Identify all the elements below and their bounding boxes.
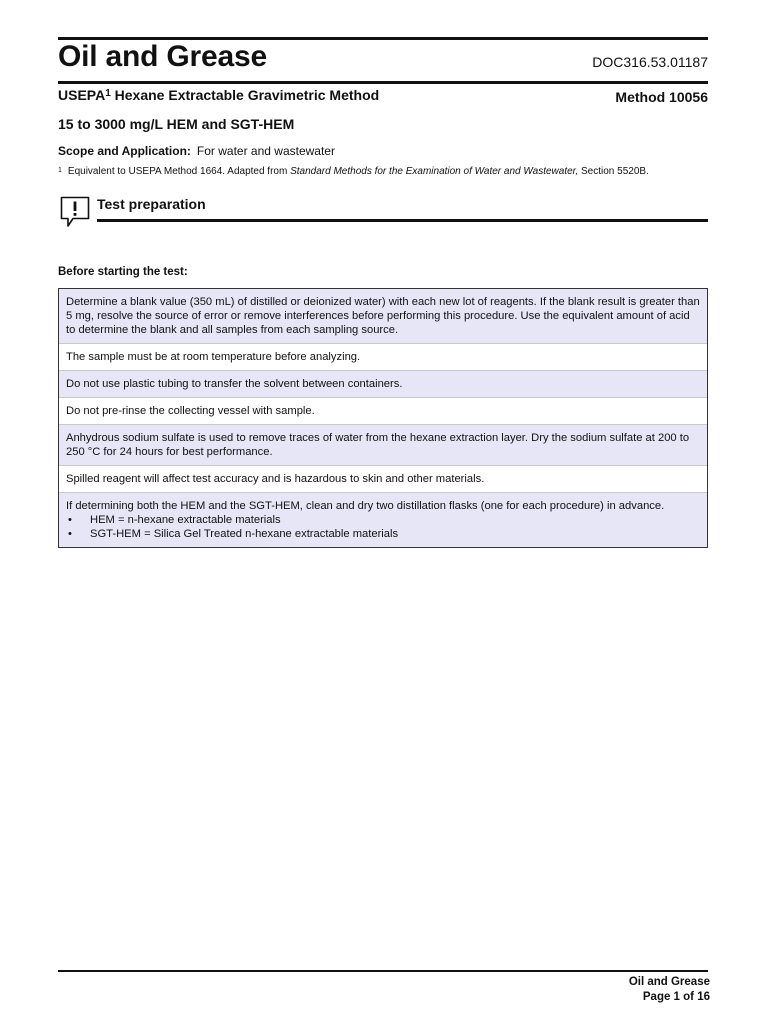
subtitle-row: [58, 87, 708, 109]
section-rule: [97, 219, 708, 222]
note-row: Do not use plastic tubing to transfer the solvent between containers.: [59, 371, 707, 398]
bullet-item: • SGT-HEM = Silica Gel Treated n-hexane extractable materials: [66, 527, 700, 541]
method-name: [58, 87, 379, 103]
footer-title: Oil and Grease: [628, 976, 710, 988]
footnote-text-before: Equivalent to USEPA Method 1664. Adapted from: [67, 166, 291, 177]
section-title: Test preparation: [97, 196, 206, 212]
bullet-item: • HEM = n-hexane extractable materials: [66, 513, 700, 527]
footer-rule: [58, 970, 708, 972]
note-row-last: [59, 493, 707, 547]
footer: [629, 975, 710, 1005]
footer-page: Page 1 of 16: [642, 991, 710, 1003]
note-text: If determining both the HEM and the SGT-HEM, clean and dry two distillation flasks (one for each procedure) in advance.: [66, 500, 665, 512]
before-label: Before starting the test:: [58, 266, 188, 278]
scope-line: [58, 144, 335, 158]
footnote-mark: 1: [58, 167, 62, 174]
scope-value: For water and wastewater: [196, 144, 335, 158]
doc-number: DOC316.53.01187: [592, 54, 708, 70]
title-row: [58, 38, 708, 78]
title-rule: [58, 81, 708, 84]
note-row: The sample must be at room temperature before analyzing.: [59, 344, 707, 371]
footnote-text-after: Section 5520B.: [578, 166, 649, 177]
scope-label: Scope and Application:: [58, 144, 191, 158]
note-row: Anhydrous sodium sulfate is used to remove traces of water from the hexane extraction layer. Dry the sodium sulfate at 200 to 250 °C for 24 hours for best performance.: [59, 425, 707, 466]
note-row: Do not pre-rinse the collecting vessel with sample.: [59, 398, 707, 425]
note-row: Determine a blank value (350 mL) of distilled or deionized water) with each new lot of reagents. If the blank result is greater than 5 mg, resolve the source of error or remove interferences before performing this procedure. Use the equivalent amount of acid to determine the blank and all samples from each sampling source.: [59, 289, 707, 344]
page-title: Oil and Grease: [58, 40, 267, 73]
method-prefix: USEPA: [58, 87, 106, 103]
method-suffix: Hexane Extractable Gravimetric Method: [110, 87, 380, 103]
note-row: Spilled reagent will affect test accuracy and is hazardous to skin and other materials.: [59, 466, 707, 493]
footnote-italic: Standard Methods for the Examination of Water and Wastewater,: [290, 166, 579, 177]
note-exclamation-icon: [60, 196, 90, 228]
range-heading: 15 to 3000 mg/L HEM and SGT-HEM: [58, 116, 295, 132]
method-number: Method 10056: [615, 89, 708, 105]
bullet-list: [66, 513, 700, 541]
notes-table: [58, 288, 708, 548]
footnote: [58, 166, 649, 177]
method-footnote-ref: 1: [105, 88, 111, 99]
